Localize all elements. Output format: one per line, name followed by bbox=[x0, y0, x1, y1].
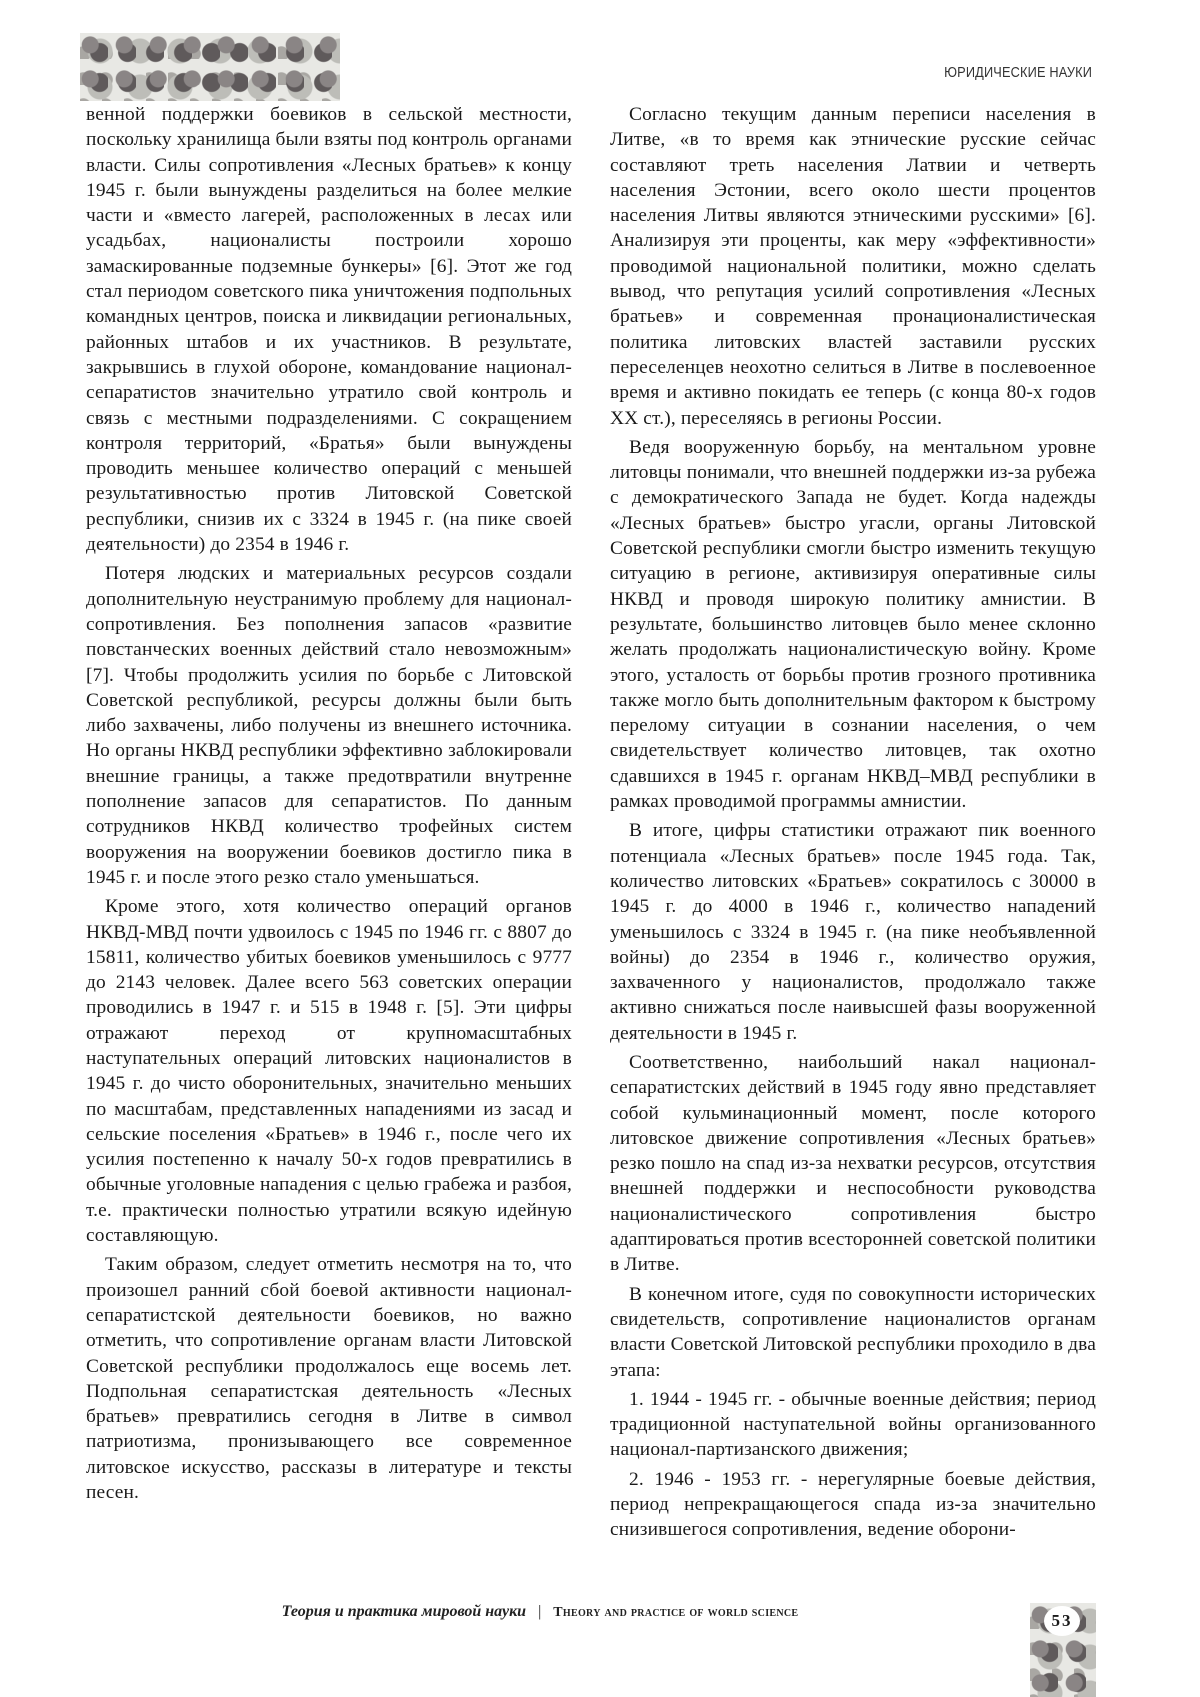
paragraph: Соответственно, наибольший накал национал-сепаратистских действий в 1945 году явно представляет собой кульминационный момент, после которого литовское движение сопротивления «Лесных братьев» резко пошло на спад из-за нехватки ресурсов, отсутствия внешней поддержки и неспособности руководства националистического сопротивления быстро адаптироваться против всесторонней советской политики в Литве. bbox=[610, 1050, 1096, 1278]
paragraph: Потеря людских и материальных ресурсов создали дополнительную неустранимую проблему для национал-сопротивления. Без пополнения запасов «развитие повстанческих военных действий стало невозможным» [7]. Чтобы продолжить усилия по борьбе с Литовской Советской республикой, ресурсы должны были быть либо захвачены, либо получены из внешнего источника. Но органы НКВД республики эффективно заблокировали внешние границы, а также предотвратили внутренне пополнение запасов для сепаратистов. По данным сотрудников НКВД количество трофейных систем вооружения на вооружении боевиков достигло пика в 1945 г. и после этого резко стало уменьшаться. bbox=[86, 561, 572, 890]
paragraph: Согласно текущим данным переписи населения в Литве, «в то время как этнические русские сейчас составляют треть населения Латвии и четверть населения Эстонии, всего около шести процентов населения Литвы являются этническими русскими» [6]. Анализируя эти проценты, как меру «эффективности» проводимой национальной политики, можно сделать вывод, что репутация усилий сопротивления «Лесных братьев» и современная пронационалистическая политика литовских властей заставили русских переселенцев неохотно селиться в Литве в послевоенное время и активно покидать ее теперь (с конца 80-х годов XX ст.), переселяясь в регионы России. bbox=[610, 102, 1096, 431]
paragraph: Ведя вооруженную борьбу, на ментальном уровне литовцы понимали, что внешней поддержки из-за рубежа с демократического Запада не будет. Когда надежды «Лесных братьев» быстро угасли, органы Литовской Советской республики смогли быстро изменить текущую ситуацию в регионе, активизируя оперативные силы НКВД и проводя широкую политику амнистии. В результате, большинство литовцев было менее склонно желать продолжать националистическую войну. Кроме этого, усталость от борьбы против грозного противника также могло быть дополнительным фактором к быстрому перелому ситуации в сознании населения, о чем свидетельствует количество литовцев, так охотно сдавшихся в 1945 г. органам НКВД–МВД республики в рамках проводимой программы амнистии. bbox=[610, 435, 1096, 814]
paragraph: Кроме этого, хотя количество операций органов НКВД-МВД почти удвоилось с 1945 по 1946 гг. с 8807 до 15811, количество убитых боевиков уменьшилось с 9777 до 2143 человек. Далее всего 563 советских операции проводились в 1947 г. и 515 в 1948 г. [5]. Эти цифры отражают переход от крупномасштабных наступательных операций литовских националистов в 1945 г. до чисто оборонительных, значительно меньших по масштабам, представленных нападениями из засад и сельские поселения «Братьев» в 1946 г., после чего их усилия постепенно к началу 50-х годов превратились в обычные уголовные нападения с целью грабежа и разбоя, т.е. практически полностью утратили всякую идейную составляющую. bbox=[86, 894, 572, 1248]
paragraph: венной поддержки боевиков в сельской местности, поскольку хранилища были взяты под контроль органами власти. Силы сопротивления «Лесных братьев» к концу 1945 г. были вынуждены разделиться на более мелкие части и «вместо лагерей, расположенных в лесах или усадьбах, националисты построили хорошо замаскированные подземные бункеры» [6]. Этот же год стал периодом советского пика уничтожения подпольных командных центров, поиска и ликвидации региональных, районных штабов и их участников. В результате, закрывшись в глухой обороне, командование национал-сепаратистов значительно утратило свой контроль и связь с местными подразделениями. С сокращением контроля территорий, «Братья» были вынуждены проводить меньшее количество операций с меньшей результативностью против Литовской Советской республики, снизив их с 3324 в 1945 г. (на пике своей деятельности) до 2354 в 1946 г. bbox=[86, 102, 572, 557]
list-item: 2. 1946 - 1953 гг. - нерегулярные боевые действия, период непрекращающегося спада из-за значительно снизившегося сопротивления, ведение оборони- bbox=[610, 1467, 1096, 1543]
right-column bbox=[610, 102, 1096, 1547]
journal-title-en: Theory and practice of world science bbox=[553, 1605, 798, 1620]
paragraph: Таким образом, следует отметить несмотря на то, что произошел ранний сбой боевой активности национал-сепаратистской деятельности боевиков, но важно отметить, что сопротивление органам власти Литовской Советской республики продолжалось еще восемь лет. Подпольная сепаратистская деятельность «Лесных братьев» превратились сегодня в Литве в символ патриотизма, пронизывающего все современное литовское искусство, рассказы в литературе и тексты песен. bbox=[86, 1252, 572, 1505]
paragraph: В конечном итоге, судя по совокупности исторических свидетельств, сопротивление националистов органам власти Советской Литовской республики проходило в два этапа: bbox=[610, 1282, 1096, 1383]
list-item: 1. 1944 - 1945 гг. - обычные военные действия; период традиционной наступательной войны организованного национал-партизанского движения; bbox=[610, 1387, 1096, 1463]
left-column bbox=[86, 102, 572, 1509]
header-decorative-pattern bbox=[80, 33, 340, 101]
journal-title-ru: Теория и практика мировой науки bbox=[282, 1603, 526, 1620]
footer-journal-title bbox=[0, 1603, 1080, 1621]
section-title: ЮРИДИЧЕСКИЕ НАУКИ bbox=[944, 64, 1092, 81]
paragraph: В итоге, цифры статистики отражают пик военного потенциала «Лесных братьев» после 1945 года. Так, количество литовских «Братьев» сократилось с 30000 в 1945 г. до 4000 в 1946 г., количество нападений уменьшилось с 3324 в 1945 г. (на пике необъявленной войны) до 2354 в 1946 г., количество оружия, захваченного у националистов, продолжало также активно снижаться после наивысшей фазы вооруженной деятельности в 1945 г. bbox=[610, 818, 1096, 1046]
page-number: 53 bbox=[1044, 1606, 1080, 1636]
footer-separator: | bbox=[538, 1603, 541, 1620]
